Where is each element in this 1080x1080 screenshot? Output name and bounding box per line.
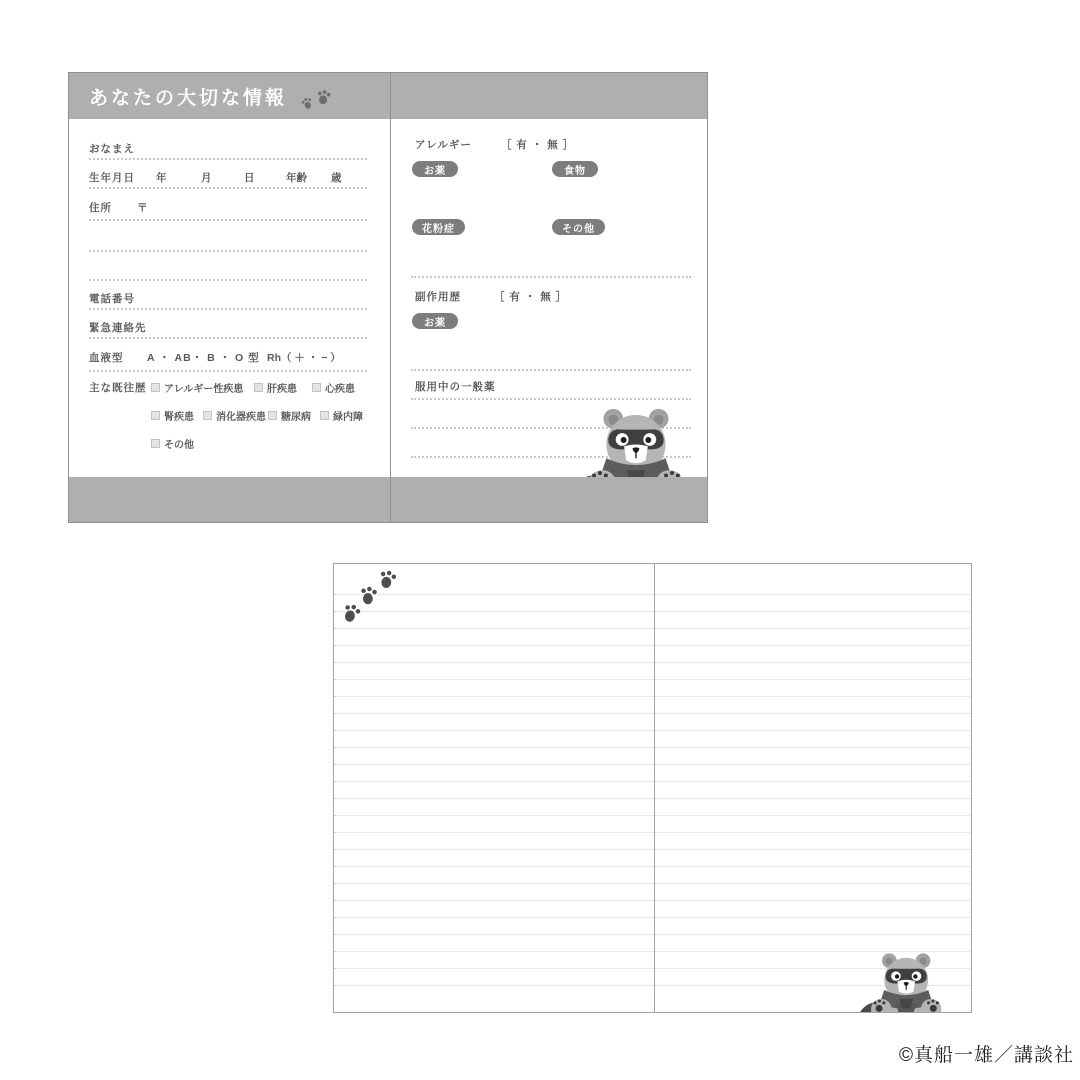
ruled-line [334, 917, 654, 918]
ruled-line [334, 968, 654, 969]
memo-left-page [334, 564, 654, 1012]
ruled-line [334, 696, 654, 697]
badge-medicine: お薬 [412, 161, 458, 177]
day-unit: 日 [244, 172, 255, 184]
checkbox-icon [151, 439, 160, 448]
medicine-field-line [411, 398, 691, 400]
card-footer-band [69, 477, 707, 522]
blood-type-label: 血液型 [89, 352, 124, 364]
ruled-line [655, 815, 971, 816]
ruled-line [655, 662, 971, 663]
ruled-line [655, 696, 971, 697]
checkbox-glaucoma: 緑内障 [320, 408, 363, 423]
card-header-band [69, 73, 707, 119]
checkbox-liver-disease: 肝疾患 [254, 380, 297, 395]
ruled-line [334, 815, 654, 816]
ruled-line [655, 594, 971, 595]
ruled-line [655, 781, 971, 782]
medical-history-label: 主な既往歴 [89, 382, 147, 394]
ruled-line [655, 883, 971, 884]
checkbox-icon [203, 411, 212, 420]
ruled-line [334, 883, 654, 884]
ruled-line [655, 764, 971, 765]
ruled-line [655, 917, 971, 918]
memo-note-panel [333, 563, 972, 1013]
side-effect-section-line [411, 369, 691, 371]
checkbox-icon [151, 383, 160, 392]
copyright-text: ©真船一雄／講談社 [899, 1045, 1074, 1066]
emergency-contact-label: 緊急連絡先 [89, 322, 147, 334]
year-unit: 年 [156, 172, 167, 184]
ruled-line [334, 849, 654, 850]
tanuki-mascot-icon [849, 949, 959, 1013]
badge-food: 食物 [552, 161, 598, 177]
emergency-field-line [89, 337, 367, 339]
allergy-label: アレルギー [415, 139, 472, 151]
checkbox-icon [320, 411, 329, 420]
side-effect-label: 副作用歴 [415, 291, 461, 303]
ruled-line [655, 934, 971, 935]
address-label: 住所 [89, 202, 112, 214]
side-effect-options: ［ 有 ・ 無 ］ [494, 291, 568, 303]
ruled-line [334, 798, 654, 799]
allergy-section-line [411, 276, 691, 278]
ruled-line [334, 730, 654, 731]
age-label: 年齢 [286, 172, 307, 184]
ruled-line [334, 764, 654, 765]
badge-hayfever: 花粉症 [412, 219, 465, 235]
checkbox-kidney-disease: 腎疾患 [151, 408, 194, 423]
postal-mark: 〒 [137, 202, 148, 214]
ruled-line [334, 679, 654, 680]
ruled-line [655, 798, 971, 799]
checkbox-digestive-disease: 消化器疾患 [203, 408, 266, 423]
ruled-line [334, 934, 654, 935]
ruled-line [655, 628, 971, 629]
checkbox-allergic-disease: アレルギー性疾患 [151, 380, 243, 395]
checkbox-icon [254, 383, 263, 392]
blood-field-line [89, 370, 367, 372]
address-field-line [89, 279, 367, 281]
ruled-line [655, 713, 971, 714]
ruled-line [655, 645, 971, 646]
blood-rh-options: Rh（ ＋ ・ − ） [267, 352, 341, 364]
checkbox-diabetes: 糖尿病 [268, 408, 311, 423]
ruled-line [655, 730, 971, 731]
ruled-line [334, 951, 654, 952]
ruled-line [655, 832, 971, 833]
ruled-line [334, 713, 654, 714]
checkbox-heart-disease: 心疾患 [312, 380, 355, 395]
personal-info-card [68, 72, 708, 523]
ruled-line [334, 832, 654, 833]
checkbox-icon [312, 383, 321, 392]
memo-page-divider [654, 564, 655, 1012]
ruled-line [655, 866, 971, 867]
ruled-line [655, 900, 971, 901]
checkbox-other: その他 [151, 436, 194, 451]
ruled-line [655, 849, 971, 850]
phone-label: 電話番号 [89, 293, 135, 305]
month-unit: 月 [201, 172, 212, 184]
ruled-line [655, 611, 971, 612]
name-label: おなまえ [89, 143, 135, 155]
address-field-line [89, 219, 367, 221]
pawprint-icon [301, 88, 333, 109]
phone-field-line [89, 308, 367, 310]
ruled-line [334, 662, 654, 663]
ruled-line [334, 900, 654, 901]
ruled-line [334, 747, 654, 748]
badge-side-effect-medicine: お薬 [412, 313, 458, 329]
current-medicine-label: 服用中の一般薬 [415, 381, 496, 393]
card-title: あなたの大切な情報 [89, 87, 288, 109]
address-field-line [89, 250, 367, 252]
ruled-line [334, 645, 654, 646]
badge-other: その他 [552, 219, 605, 235]
memo-right-page [655, 564, 971, 1012]
checkbox-icon [268, 411, 277, 420]
allergy-options: ［ 有 ・ 無 ］ [501, 139, 575, 151]
age-unit: 歳 [331, 172, 342, 184]
ruled-line [334, 866, 654, 867]
ruled-line [334, 985, 654, 986]
birthdate-field-line [89, 187, 367, 189]
ruled-line [334, 781, 654, 782]
name-field-line [89, 158, 367, 160]
birthdate-label: 生年月日 [89, 172, 135, 184]
checkbox-icon [151, 411, 160, 420]
blood-type-options: A ・ AB・ B ・ O 型 [147, 352, 260, 364]
ruled-line [655, 679, 971, 680]
pawprints-icon [342, 568, 412, 630]
ruled-line [655, 747, 971, 748]
card-page-divider [390, 73, 391, 522]
